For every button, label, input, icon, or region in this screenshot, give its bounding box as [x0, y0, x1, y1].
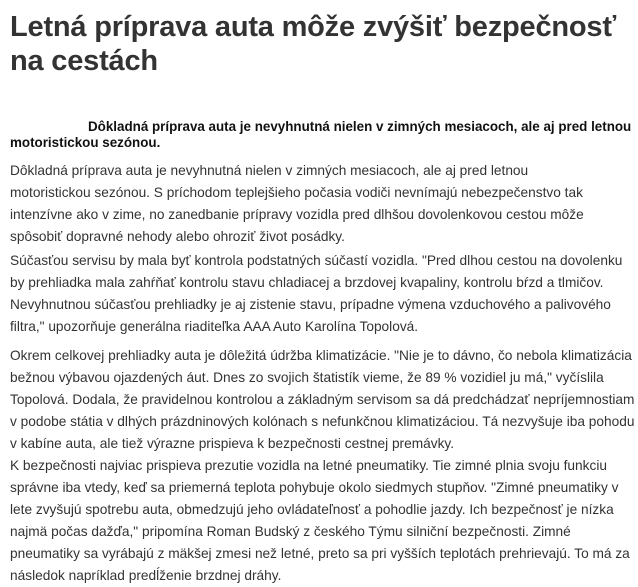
article-lead: Dôkladná príprava auta je nevyhnutná nielen v zimných mesiacoch, ale aj pred letnou motoristickou sezónou.: [10, 119, 632, 150]
article-title: Letná príprava auta môže zvýšiť bezpečnosť na cestách: [10, 11, 617, 77]
article-paragraph: Dôkladná príprava auta je nevyhnutná nielen v zimných mesiacoch, ale aj pred letnou motoristickou sezónou. S príchodom teplejšieho počasia vodiči nevnímajú nebezpečenstvo tak intenzívne ako v zime, no zanedbanie prípravy vozidla pred dlhšou dovolenkovou cestou môže spôsobiť dopravné nehody alebo ohroziť život posádky.: [10, 163, 584, 244]
article-paragraph: K bezpečnosti najviac prispieva prezutie vozidla na letné pneumatiky. Tie zimné plnia svoju funkciu správne iba vtedy, keď sa priemerná teplota pohybuje okolo siedmych stupňov. "Zimné pneumatiky v lete zvyšujú spotrebu auta, obmedzujú jeho ovládateľnosť a pohodlie jazdy. Ich bezpečnosť je nízka najmä počas dažďa," pripomína Roman Budský z českého Týmu silniční bezpečnosti. Zimné pneumatiky sa vyrábajú z mäkšej zmesi než letné, preto sa pri vyšších teplotách prehrievajú. To má za následok napríklad predĺženie brzdnej dráhy.: [10, 458, 630, 583]
article-paragraph: Súčasťou servisu by mala byť kontrola podstatných súčastí vozidla. "Pred dlhou cestou na dovolenku by prehliadka mala zahŕňať kontrolu stavu chladiacej a brzdovej kvapaliny, kontrolu bŕzd a tlmičov. Nevyhnutnou súčasťou prehliadky je aj zistenie stavu, prípadne výmena vzduchového a palivového filtra," upozorňuje generálna riaditeľka AAA Auto Karolína Topolová.: [10, 253, 623, 334]
article-paragraph: Okrem celkovej prehliadky auta je dôležitá údržba klimatizácie. "Nie je to dávno, čo nebola klimatizácia bežnou výbavou ojazdených áut. Dnes zo svojich štatistík vieme, že 89 % vozidiel ju má," vyčíslila Topolová. Dodala, že pravidelnou kontrolou a základným servisom sa dá predchádzať nepríjemnostiam v podobe státia v dlhých prázdninových kolónach s nefunkčnou klimatizáciou. Tá nezvyšuje iba pohodu v kabíne auta, ale tiež výrazne prispieva k bezpečnosti cestnej premávky.: [10, 348, 635, 451]
